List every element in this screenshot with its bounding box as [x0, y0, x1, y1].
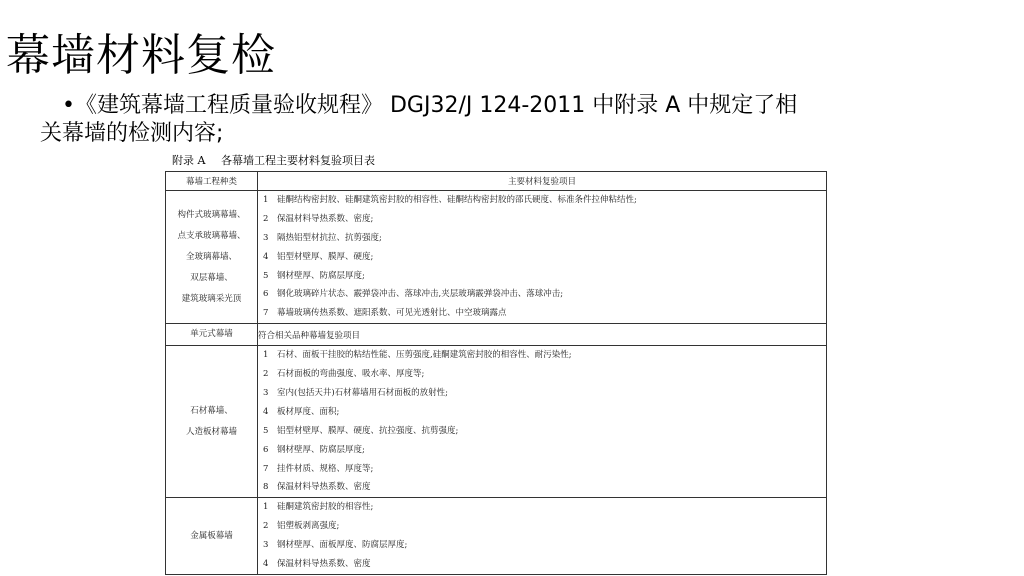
retest-item	[258, 555, 826, 574]
retest-item-text: 保温材料导热系数、密度	[277, 559, 371, 570]
retest-item-text: 硅酮结构密封胶、硅酮建筑密封胶的相容性、硅酮结构密封胶的邵氏硬度、标准条件拉伸粘结性;	[277, 195, 637, 205]
retest-item	[258, 478, 826, 497]
retest-item	[258, 384, 826, 403]
curtain-wall-type-line: 人造板材幕墙	[185, 426, 237, 437]
retest-item-number: 5	[263, 425, 269, 436]
curtain-wall-type-line: 石材幕墙、	[190, 405, 233, 416]
table-row	[166, 498, 827, 575]
retest-items-cell	[258, 498, 827, 575]
retest-item-text: 石材、面板干挂胶的粘结性能、压剪强度,硅酮建筑密封胶的相容性、耐污染性;	[277, 350, 572, 361]
retest-item-number: 3	[263, 388, 269, 399]
slide-title: 幕墙材料复检	[6, 30, 276, 81]
retest-item-text: 保温材料导热系数、密度	[277, 482, 371, 493]
retest-item	[258, 248, 826, 267]
retest-item	[258, 285, 826, 304]
retest-item	[258, 365, 826, 384]
curtain-wall-type-line: 点支承玻璃幕墙、	[177, 230, 246, 241]
retest-item-number: 4	[263, 559, 269, 570]
retest-item-text: 挂件材质、规格、厚度等;	[277, 463, 374, 474]
retest-item-number: 1	[263, 502, 269, 513]
table-row-unit	[166, 324, 827, 346]
retest-item-text: 钢材壁厚、面板厚度、防腐层厚度;	[277, 540, 408, 551]
curtain-wall-type-line: 单元式幕墙	[190, 329, 233, 340]
curtain-wall-type-line: 构件式玻璃幕墙、	[177, 209, 246, 220]
retest-item-text: 保温材料导热系数、密度;	[277, 213, 374, 224]
curtain-wall-type-line: 金属板幕墙	[190, 530, 233, 541]
retest-item	[258, 441, 826, 460]
retest-item-text: 铝塑板剥离强度;	[277, 521, 340, 532]
curtain-wall-type-cell	[166, 346, 258, 498]
retest-item-number: 6	[263, 289, 269, 300]
curtain-wall-type-line: 双层幕墙、	[190, 272, 233, 283]
retest-item	[258, 346, 826, 365]
bullet-line-1: •《建筑幕墙工程质量验收规程》 DGJ32/J 124-2011 中附录 A 中规定了相	[62, 93, 798, 118]
retest-item-number: 2	[263, 369, 269, 380]
retest-item-number: 4	[263, 406, 269, 417]
retest-item-number: 3	[263, 540, 269, 551]
curtain-wall-type-cell	[166, 191, 258, 324]
table-row	[166, 346, 827, 498]
retest-item-text: 铝型材壁厚、膜厚、硬度、抗拉强度、抗剪强度;	[277, 425, 459, 436]
retest-items-cell: 符合相关品种幕墙复验项目	[258, 324, 827, 346]
retest-item	[258, 422, 826, 441]
retest-item	[258, 460, 826, 479]
retest-item-text: 铝型材壁厚、膜厚、硬度;	[277, 251, 374, 262]
retest-item-text: 幕墙玻璃传热系数、遮阳系数、可见光透射比、中空玻璃露点	[277, 308, 507, 319]
retest-item-number: 5	[263, 270, 269, 281]
retest-item-text: 隔热铝型材抗拉、抗剪强度;	[277, 232, 382, 243]
retest-item-text: 室内(包括天井)石材幕墙用石材面板的放射性;	[277, 388, 448, 399]
retest-item-number: 1	[263, 350, 269, 361]
retest-item-text: 钢化玻璃碎片状态、霰弹袋冲击、落球冲击,夹层玻璃霰弹袋冲击、落球冲击;	[277, 289, 564, 300]
retest-item	[258, 210, 826, 229]
retest-items-cell	[258, 191, 827, 324]
retest-item-text: 板材厚度、面积;	[277, 406, 340, 417]
retest-items-cell	[258, 346, 827, 498]
retest-item	[258, 191, 826, 210]
header-curtain-wall-type: 幕墙工程种类	[166, 172, 258, 191]
retest-item-number: 3	[263, 232, 269, 243]
retest-item-text: 石材面板的弯曲强度、吸水率、厚度等;	[277, 369, 425, 380]
retest-item	[258, 304, 826, 323]
retest-item-number: 6	[263, 444, 269, 455]
table-row	[166, 191, 827, 324]
retest-item	[258, 267, 826, 286]
curtain-wall-type-cell	[166, 324, 258, 346]
bullet-line-2: 关幕墙的检测内容;	[40, 121, 224, 146]
retest-item	[258, 403, 826, 422]
retest-item	[258, 229, 826, 248]
retest-item	[258, 517, 826, 536]
retest-item-text: 硅酮建筑密封胶的相容性;	[277, 502, 374, 513]
table-caption-label: 附录 A	[172, 154, 206, 167]
retest-item-text: 钢材壁厚、防腐层厚度;	[277, 444, 365, 455]
bullet-paragraph	[40, 92, 910, 148]
curtain-wall-type-line: 全玻璃幕墙、	[185, 251, 237, 262]
retest-item-number: 1	[263, 195, 269, 205]
materials-retest-table	[165, 171, 827, 575]
curtain-wall-type-line: 建筑玻璃采光顶	[181, 293, 242, 304]
retest-item-number: 8	[263, 482, 269, 493]
retest-item-number: 4	[263, 251, 269, 262]
retest-item	[258, 498, 826, 517]
retest-item-number: 7	[263, 463, 269, 474]
retest-item-number: 7	[263, 308, 269, 319]
retest-item-text: 钢材壁厚、防腐层厚度;	[277, 270, 365, 281]
retest-item-number: 2	[263, 213, 269, 224]
header-retest-items: 主要材料复验项目	[258, 172, 827, 191]
retest-item-number: 2	[263, 521, 269, 532]
curtain-wall-type-cell	[166, 498, 258, 575]
table-caption-title: 各幕墙工程主要材料复验项目表	[220, 154, 375, 167]
table-header-row	[166, 172, 827, 191]
table-caption	[172, 154, 375, 168]
retest-item	[258, 536, 826, 555]
